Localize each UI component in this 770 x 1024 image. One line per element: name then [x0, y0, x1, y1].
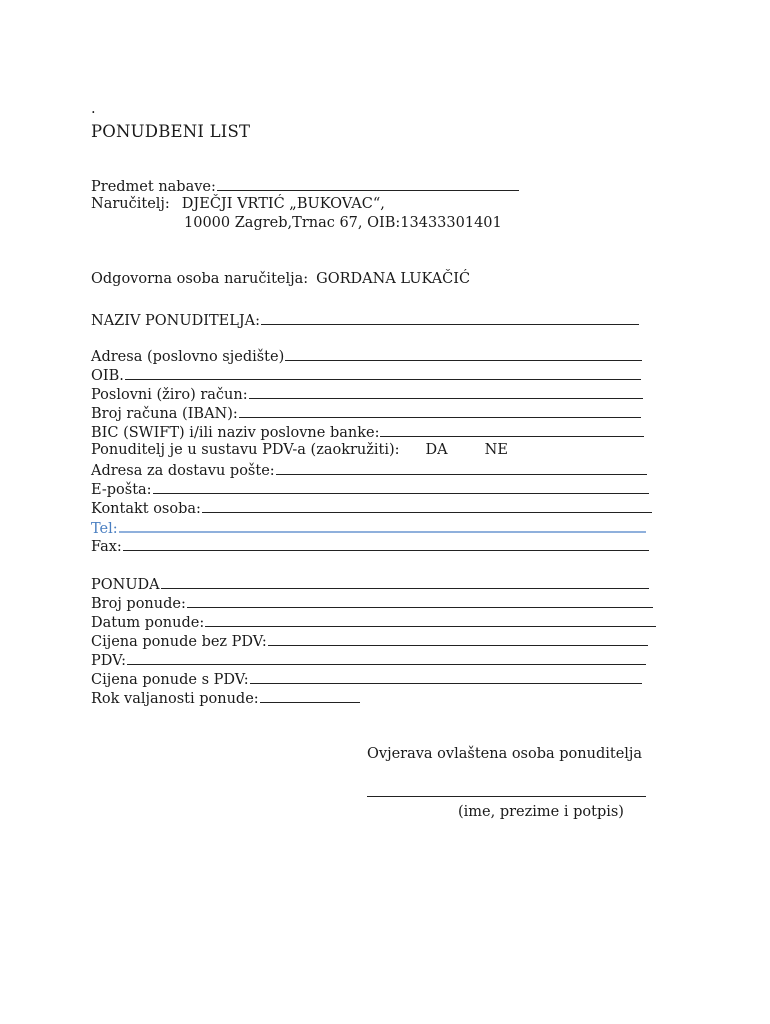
datum-ponude-blank[interactable]: [205, 612, 656, 627]
ziro-row: [91, 384, 643, 405]
tel-blank[interactable]: [119, 517, 646, 533]
narucitelj-name: DJEČJI VRTIĆ „BUKOVAC“,: [181, 196, 385, 212]
predmet-label: Predmet nabave:: [91, 179, 216, 195]
adresa-label: Adresa (poslovno sjedište): [91, 349, 285, 365]
fax-row: [91, 536, 649, 557]
iban-row: [91, 403, 641, 424]
iban-label: Broj računa (IBAN):: [91, 406, 238, 422]
kontakt-row: [91, 498, 652, 519]
rok-blank[interactable]: [260, 688, 360, 703]
oib-blank[interactable]: [125, 365, 641, 380]
cijena-bez-pdv-row: [91, 631, 648, 652]
dostava-label: Adresa za dostavu pošte:: [91, 463, 275, 479]
signature-line[interactable]: [367, 796, 646, 797]
ziro-blank[interactable]: [249, 384, 643, 399]
cijena-bez-pdv-blank[interactable]: [268, 631, 648, 646]
email-blank[interactable]: [153, 479, 649, 494]
rok-label: Rok valjanosti ponude:: [91, 691, 259, 707]
odgovorna-row: [91, 270, 470, 289]
tel-label: Tel:: [91, 521, 118, 537]
leading-dot: .: [91, 101, 96, 117]
kontakt-blank[interactable]: [202, 498, 652, 513]
pdv-no-option[interactable]: NE: [484, 442, 508, 458]
pdv-question: Ponuditelj je u sustavu PDV-a (zaokružiti):: [91, 442, 400, 458]
datum-ponude-label: Datum ponude:: [91, 615, 205, 631]
dostava-row: [91, 460, 647, 481]
naziv-blank[interactable]: [261, 310, 639, 325]
ponuda-blank[interactable]: [161, 574, 649, 589]
broj-ponude-blank[interactable]: [187, 593, 653, 608]
oib-label: OIB.: [91, 368, 124, 384]
pdv-blank[interactable]: [127, 650, 646, 665]
pdv-row: [91, 650, 646, 671]
ponuda-label: PONUDA: [91, 577, 160, 593]
narucitelj-row: [91, 195, 385, 214]
predmet-row: [91, 176, 519, 197]
broj-ponude-row: [91, 593, 653, 614]
pdv-yes-option[interactable]: DA: [425, 442, 448, 458]
odgovorna-label: Odgovorna osoba naručitelja:: [91, 271, 309, 287]
email-row: [91, 479, 649, 500]
ziro-label: Poslovni (žiro) račun:: [91, 387, 248, 403]
narucitelj-label: Naručitelj:: [91, 196, 170, 212]
signature-caption: (ime, prezime i potpis): [458, 804, 624, 820]
email-label: E-pošta:: [91, 482, 152, 498]
iban-blank[interactable]: [239, 403, 641, 418]
narucitelj-address: 10000 Zagreb,Trnac 67, OIB:13433301401: [184, 215, 502, 231]
cijena-s-pdv-blank[interactable]: [250, 669, 642, 684]
adresa-blank[interactable]: [285, 346, 642, 361]
naziv-row: [91, 310, 639, 331]
fax-label: Fax:: [91, 539, 122, 555]
datum-ponude-row: [91, 612, 656, 633]
adresa-row: [91, 346, 642, 367]
pdv-status-row: [91, 441, 508, 460]
odgovorna-name: GORDANA LUKAČIĆ: [316, 271, 471, 287]
kontakt-label: Kontakt osoba:: [91, 501, 201, 517]
dostava-blank[interactable]: [276, 460, 647, 475]
cijena-s-pdv-row: [91, 669, 642, 690]
naziv-label: NAZIV PONUDITELJA:: [91, 313, 261, 329]
rok-row: [91, 688, 360, 709]
cijena-bez-pdv-label: Cijena ponude bez PDV:: [91, 634, 267, 650]
ponuda-row: [91, 574, 649, 595]
signature-heading: Ovjerava ovlaštena osoba ponuditelja: [367, 746, 643, 762]
predmet-blank[interactable]: [217, 176, 519, 191]
broj-ponude-label: Broj ponude:: [91, 596, 186, 612]
bic-label: BIC (SWIFT) i/ili naziv poslovne banke:: [91, 425, 380, 441]
fax-blank[interactable]: [123, 536, 649, 551]
pdv-label: PDV:: [91, 653, 127, 669]
cijena-s-pdv-label: Cijena ponude s PDV:: [91, 672, 249, 688]
bic-blank[interactable]: [380, 422, 644, 437]
bic-row: [91, 422, 644, 443]
document-title: PONUDBENI LIST: [91, 122, 251, 141]
oib-row: [91, 365, 641, 386]
